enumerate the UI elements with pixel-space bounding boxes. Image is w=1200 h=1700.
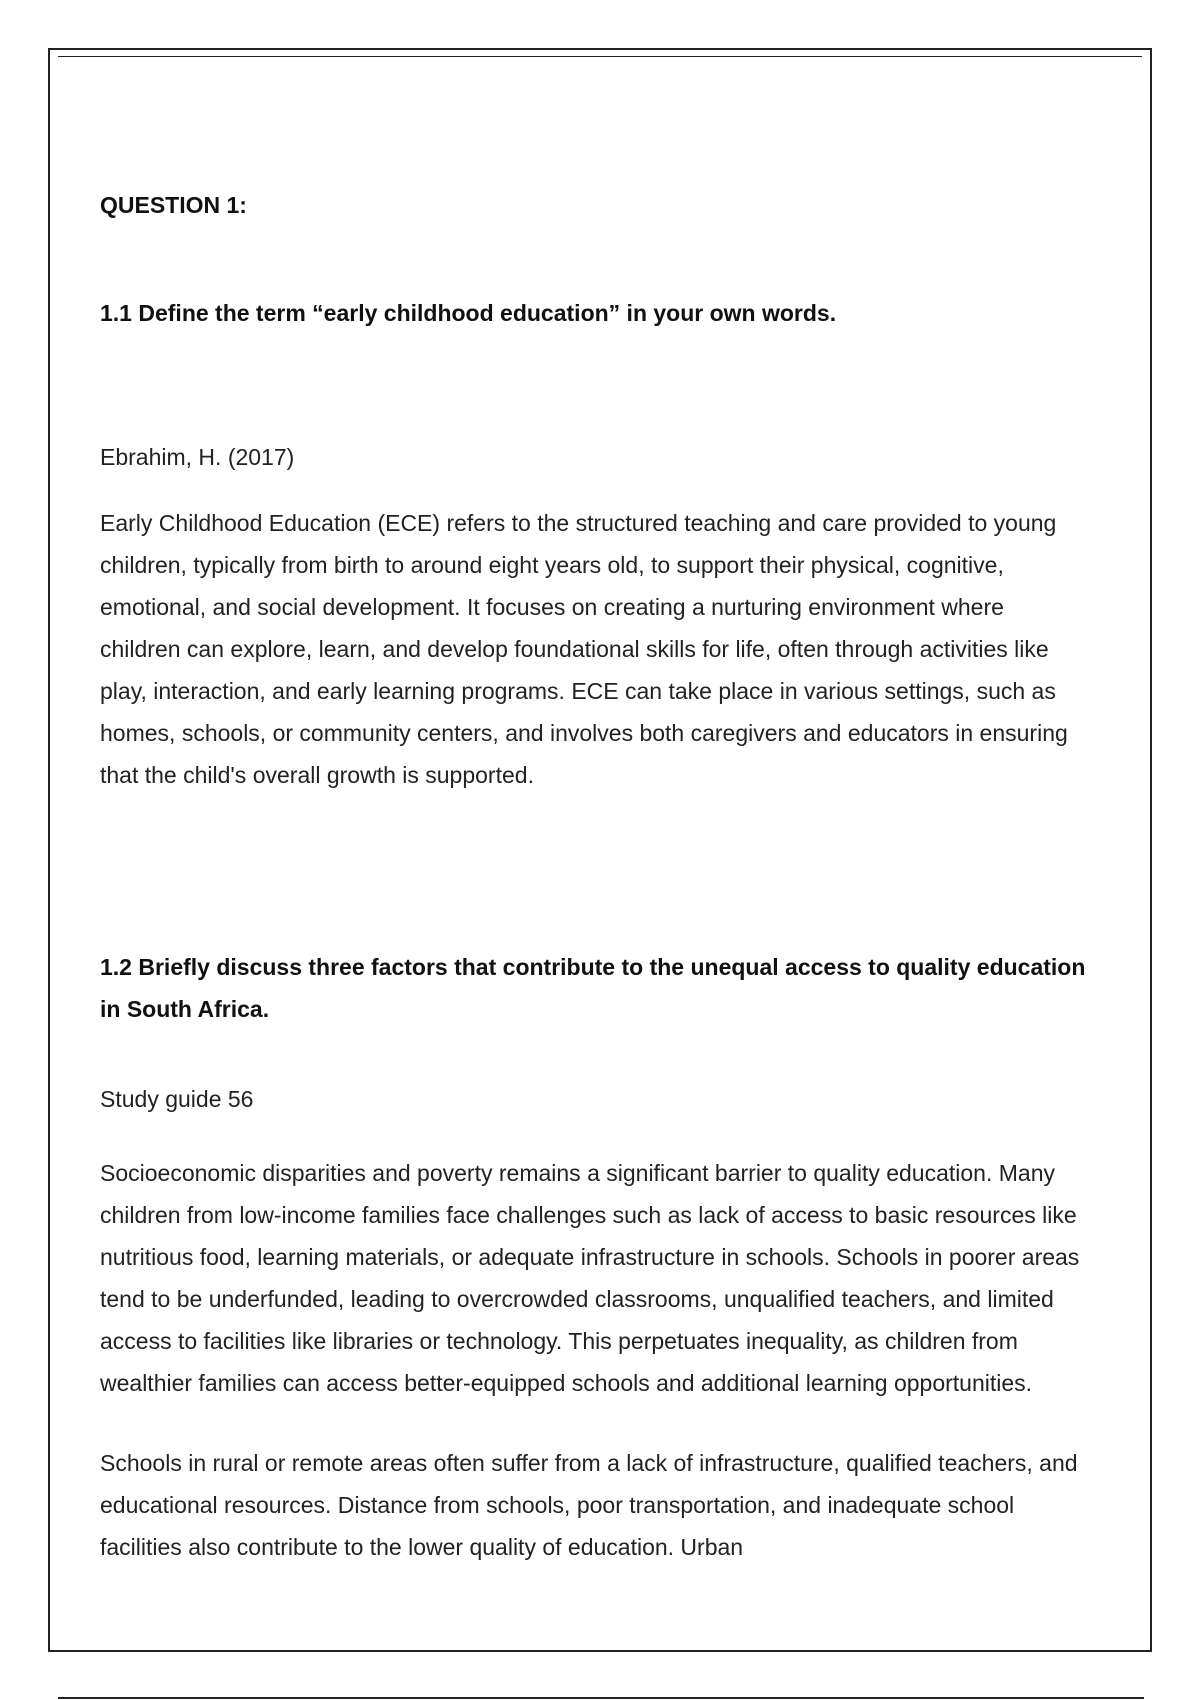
- question-title: QUESTION 1:: [100, 192, 247, 218]
- question-1-2-heading: 1.2 Briefly discuss three factors that contribute to the unequal access to quality education in South Africa.: [100, 954, 1086, 1022]
- frame-top-rule: [58, 56, 1142, 57]
- question-1-1-heading: 1.1 Define the term “early childhood education” in your own words.: [100, 300, 837, 326]
- document-body: [100, 190, 1090, 1568]
- question-1-2-answer-paragraph-2: Schools in rural or remote areas often suffer from a lack of infrastructure, qualified teachers, and educational resources. Distance from schools, poor transportation, and inadequate school facilities also contribute to the lower quality of education. Urban: [100, 1450, 1078, 1560]
- question-1-1-answer: Early Childhood Education (ECE) refers to the structured teaching and care provided to young children, typically from birth to around eight years old, to support their physical, cognitive, emotional, and social development. It focuses on creating a nurturing environment where children can explore, learn, and develop foundational skills for life, often through activities like play, interaction, and early learning programs. ECE can take place in various settings, such as homes, schools, or community centers, and involves both caregivers and educators in ensuring that the child's overall growth is supported.: [100, 510, 1068, 788]
- page-frame: [48, 48, 1152, 1652]
- page-bottom-rule: [58, 1697, 1144, 1699]
- question-1-1-reference: Ebrahim, H. (2017): [100, 444, 295, 470]
- question-1-2-answer-paragraph-1: Socioeconomic disparities and poverty remains a significant barrier to quality education. Many children from low-income families face challenges such as lack of access to basic resources like nutritious food, learning materials, or adequate infrastructure in schools. Schools in poorer areas tend to be underfunded, leading to overcrowded classrooms, unqualified teachers, and limited access to facilities like libraries or technology. This perpetuates inequality, as children from wealthier families can access better-equipped schools and additional learning opportunities.: [100, 1160, 1080, 1396]
- question-1-2-reference: Study guide 56: [100, 1086, 254, 1112]
